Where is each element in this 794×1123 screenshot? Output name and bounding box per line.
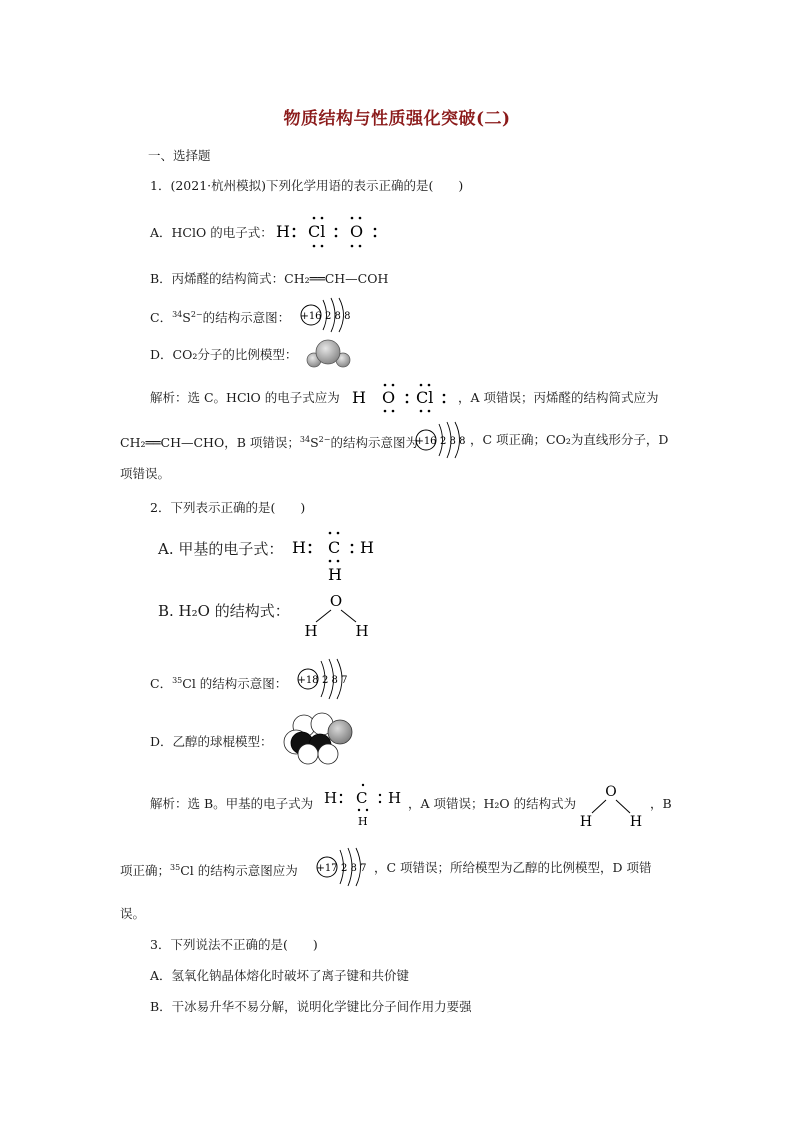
- shell-electrons: 2 8 8: [325, 311, 351, 322]
- atom-c: C: [328, 538, 341, 557]
- q2-analysis-water-structure: [574, 780, 648, 830]
- q1-option-c-atomic-diagram: [297, 296, 357, 334]
- q1-analysis-atomic-diagram: [414, 420, 474, 460]
- q2-option-d-label: D．乙醇的球棍模型：: [150, 734, 273, 749]
- q3-stem: 3．下列说法不正确的是( ): [150, 937, 318, 952]
- q1-option-a-label: A．HClO 的电子式：: [150, 225, 273, 240]
- atom-h: H: [304, 622, 318, 640]
- q2-analysis-line1-tail: ，B: [650, 796, 672, 811]
- q1-option-c-label: C．$^{34}S^{2-}$的结构示意图：: [150, 310, 291, 326]
- q1-option-b: B．丙烯醛的结构简式：CH₂══CH—COH: [150, 271, 389, 286]
- q1-analysis-electron-formula: [350, 382, 460, 414]
- q2-analysis-line2: 项正确；$^{35}$Cl 的结构示意图应为: [120, 863, 298, 879]
- q2-option-b-water-structure: [296, 588, 376, 640]
- shell-electrons: 2 8 7: [322, 675, 348, 686]
- atom-o: O: [382, 388, 396, 407]
- atom-h: H: [328, 565, 342, 584]
- atom-h: H: [352, 388, 366, 407]
- q3-option-a: A．氢氧化钠晶体熔化时破坏了离子键和共价键: [150, 968, 410, 983]
- atom-h: H: [276, 222, 290, 241]
- atom-h: H: [579, 814, 593, 830]
- atom-cl: Cl: [308, 222, 326, 241]
- atom-o: O: [350, 222, 364, 241]
- q3-option-b: B．干冰易升华不易分解，说明化学键比分子间作用力要强: [150, 999, 472, 1014]
- q1-option-d-label: D．CO₂分子的比例模型：: [150, 347, 298, 362]
- atom-h: H: [629, 814, 643, 830]
- nucleus-label: +16: [415, 436, 437, 447]
- atom-h: H: [388, 789, 402, 807]
- atom-h: H: [355, 622, 369, 640]
- q2-analysis-line1-mid: ，A 项错误；H₂O 的结构式为: [408, 796, 577, 811]
- nucleus-label: +17: [316, 863, 338, 874]
- q2-option-c-label: C．$^{35}$Cl 的结构示意图：: [150, 676, 288, 692]
- atom-h: H: [358, 815, 368, 828]
- q1-analysis-line1-head: 解析：选 C。HClO 的电子式应为: [150, 390, 340, 405]
- ethanol-ball-model: [282, 712, 358, 768]
- q1-analysis-line2: CH₂══CH—CHO，B 项错误；$^{34}S^{2-}$的结构示意图为: [120, 435, 418, 451]
- nucleus-label: +16: [300, 311, 322, 322]
- nucleus-label: +18: [297, 675, 319, 686]
- atom-h: H: [324, 789, 338, 807]
- atom-o: O: [605, 784, 617, 800]
- shell-electrons: 2 8 8: [440, 436, 466, 447]
- q2-analysis-line2-tail: ，C 项错误；所给模型为乙醇的比例模型，D 项错: [374, 860, 652, 875]
- atom-c: C: [356, 789, 368, 807]
- q1-analysis-line1-tail: ，A 项错误；丙烯醛的结构简式应为: [458, 390, 659, 405]
- co2-space-filling-model: [306, 338, 352, 370]
- q2-analysis-atomic-diagram: [315, 846, 375, 888]
- q2-option-c-atomic-diagram: [296, 657, 356, 701]
- q1-analysis-line2-tail: ，C 项正确；CO₂为直线形分子，D: [470, 432, 669, 447]
- q2-option-a-label: A. 甲基的电子式：: [158, 540, 284, 558]
- q2-option-b-label: B. H₂O 的结构式：: [158, 602, 290, 620]
- atom-cl: Cl: [416, 388, 434, 407]
- atom-o: O: [329, 592, 343, 610]
- q2-analysis-line3: 误。: [120, 906, 146, 921]
- q1-analysis-line3: 项错误。: [120, 466, 171, 481]
- q2-analysis-line1-head: 解析：选 B。甲基的电子式为: [150, 796, 314, 811]
- q2-option-a-methyl-electron-formula: [290, 526, 380, 584]
- atom-h: H: [360, 538, 374, 557]
- q1-option-a-electron-formula: [272, 212, 392, 252]
- page-title: 物质结构与性质强化突破(二): [283, 109, 511, 129]
- section-heading: 一、选择题: [148, 148, 211, 163]
- shell-electrons: 2 8 7: [341, 863, 367, 874]
- q2-stem: 2．下列表示正确的是( ): [150, 500, 306, 515]
- atom-h: H: [292, 538, 306, 557]
- q2-analysis-methyl-electron-formula: [322, 782, 408, 828]
- q1-stem: 1．(2021·杭州模拟)下列化学用语的表示正确的是( ): [150, 178, 464, 193]
